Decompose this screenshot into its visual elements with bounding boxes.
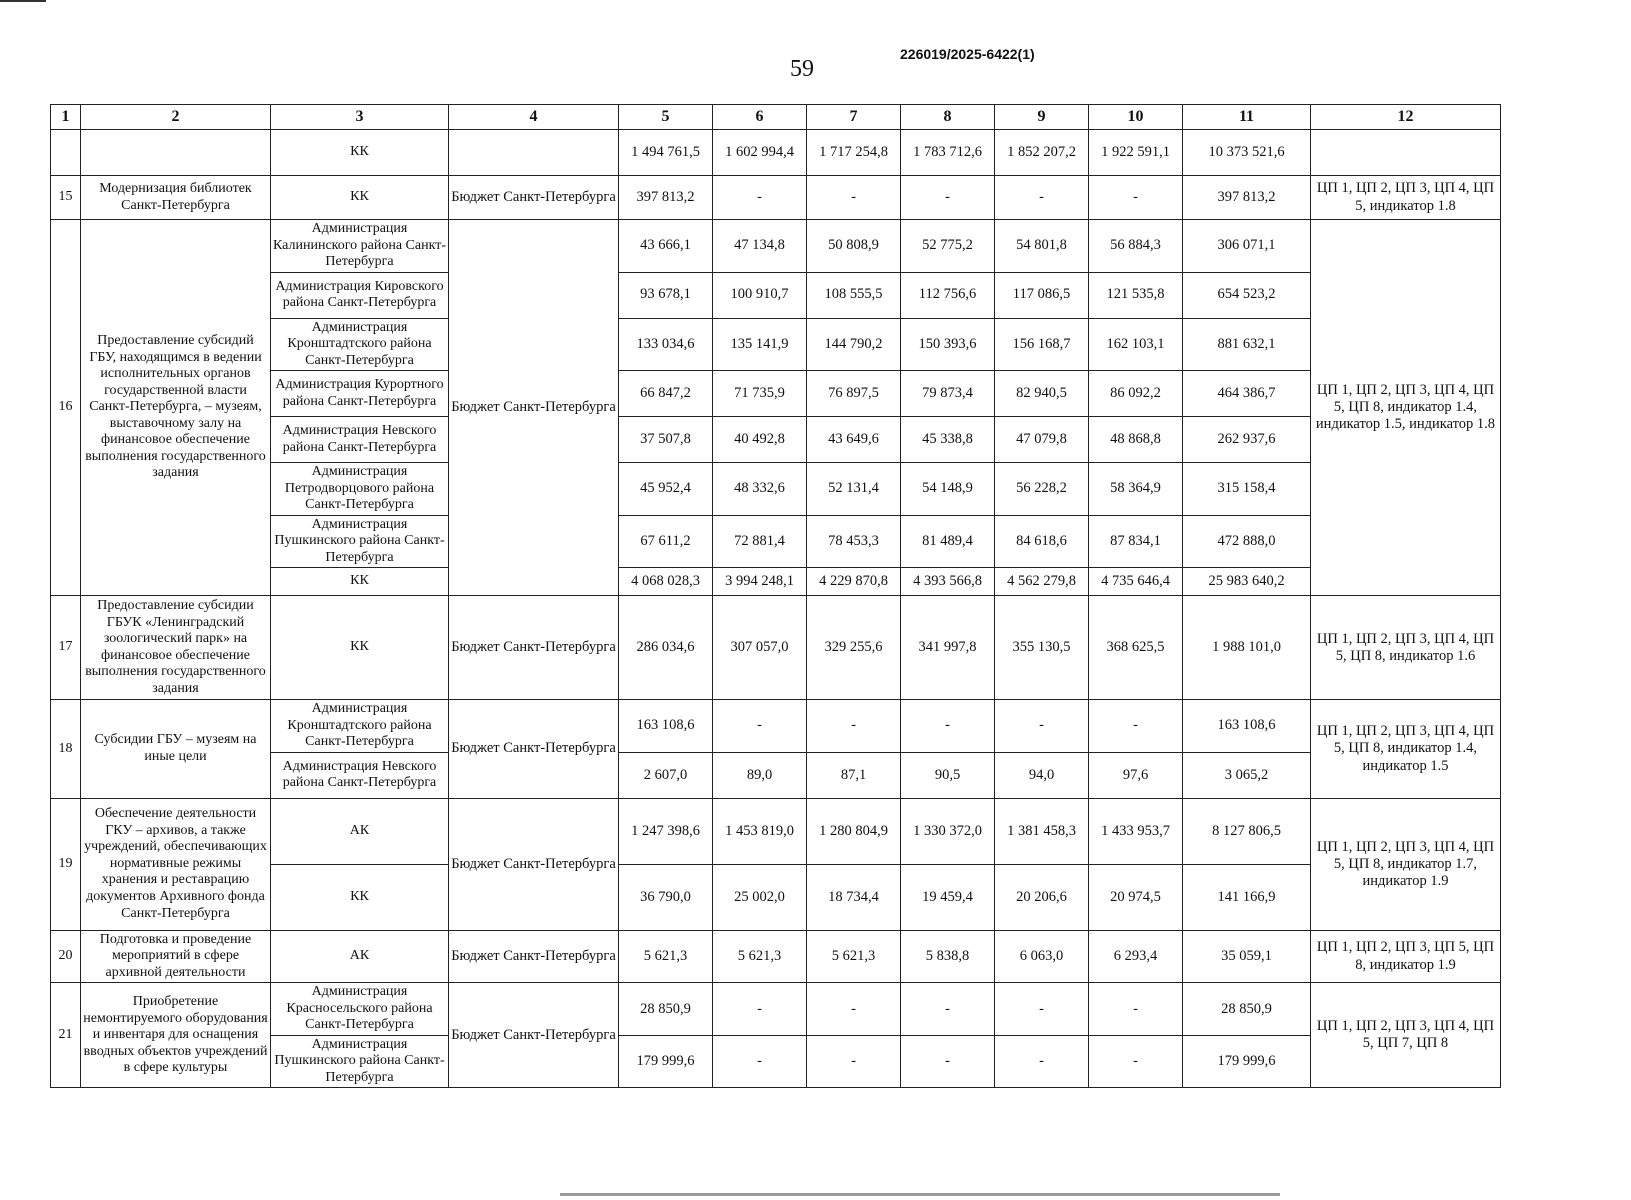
- value-cell: 28 850,9: [619, 983, 713, 1036]
- value-cell: 654 523,2: [1183, 272, 1311, 318]
- value-cell: 135 141,9: [713, 318, 807, 371]
- value-cell: 37 507,8: [619, 417, 713, 463]
- executor-cell: КК: [271, 568, 449, 596]
- value-cell: 141 166,9: [1183, 864, 1311, 930]
- table-row: [51, 700, 1501, 753]
- row-number: 20: [51, 930, 81, 983]
- executor-cell: Администрация Кронштадтского района Санкт-Петербурга: [271, 700, 449, 753]
- value-cell: -: [901, 700, 995, 753]
- value-cell: 6 063,0: [995, 930, 1089, 983]
- value-cell: 179 999,6: [619, 1035, 713, 1088]
- value-cell: -: [1089, 700, 1183, 753]
- table-cell: [449, 130, 619, 176]
- document-id: 226019/2025-6422(1): [900, 46, 1035, 62]
- executor-cell: Администрация Калининского района Санкт-Петербурга: [271, 220, 449, 273]
- column-header: 1: [51, 105, 81, 130]
- value-cell: 112 756,6: [901, 272, 995, 318]
- value-cell: 1 330 372,0: [901, 798, 995, 864]
- row-number: 17: [51, 596, 81, 700]
- value-cell: -: [1089, 176, 1183, 220]
- value-cell: -: [807, 176, 901, 220]
- row-number: 19: [51, 798, 81, 930]
- value-cell: 50 808,9: [807, 220, 901, 273]
- source-cell: Бюджет Санкт-Петербурга: [449, 700, 619, 799]
- value-cell: -: [713, 983, 807, 1036]
- indicators-cell: ЦП 1, ЦП 2, ЦП 3, ЦП 4, ЦП 5, ЦП 8, индикатор 1.4, индикатор 1.5: [1311, 700, 1501, 799]
- value-cell: -: [995, 983, 1089, 1036]
- indicators-cell: ЦП 1, ЦП 2, ЦП 3, ЦП 4, ЦП 5, ЦП 8, индикатор 1.6: [1311, 596, 1501, 700]
- measure-name: Предоставление субсидии ГБУК «Ленинградский зоологический парк» на финансовое обеспечение выполнения государственного задания: [81, 596, 271, 700]
- executor-cell: Администрация Невского района Санкт-Петербурга: [271, 752, 449, 798]
- executor-cell: КК: [271, 596, 449, 700]
- value-cell: 1 433 953,7: [1089, 798, 1183, 864]
- value-cell: -: [1089, 983, 1183, 1036]
- table-row: [51, 596, 1501, 700]
- value-cell: 1 381 458,3: [995, 798, 1089, 864]
- value-cell: 18 734,4: [807, 864, 901, 930]
- value-cell: 4 562 279,8: [995, 568, 1089, 596]
- value-cell: 163 108,6: [619, 700, 713, 753]
- column-header: 11: [1183, 105, 1311, 130]
- value-cell: 307 057,0: [713, 596, 807, 700]
- value-cell: 315 158,4: [1183, 463, 1311, 516]
- value-cell: 4 229 870,8: [807, 568, 901, 596]
- value-cell: 156 168,7: [995, 318, 1089, 371]
- value-cell: 20 206,6: [995, 864, 1089, 930]
- value-cell: 56 228,2: [995, 463, 1089, 516]
- source-cell: Бюджет Санкт-Петербурга: [449, 983, 619, 1088]
- value-cell: 1 922 591,1: [1089, 130, 1183, 176]
- value-cell: 2 607,0: [619, 752, 713, 798]
- value-cell: 36 790,0: [619, 864, 713, 930]
- value-cell: 4 735 646,4: [1089, 568, 1183, 596]
- value-cell: -: [807, 983, 901, 1036]
- value-cell: -: [901, 983, 995, 1036]
- value-cell: 56 884,3: [1089, 220, 1183, 273]
- value-cell: 79 873,4: [901, 371, 995, 417]
- value-cell: 4 393 566,8: [901, 568, 995, 596]
- value-cell: 4 068 028,3: [619, 568, 713, 596]
- row-number: 15: [51, 176, 81, 220]
- value-cell: 81 489,4: [901, 515, 995, 568]
- measure-name: Приобретение немонтируемого оборудования и инвентаря для оснащения вводных объектов учреждений в сфере культуры: [81, 983, 271, 1088]
- value-cell: 71 735,9: [713, 371, 807, 417]
- row-number: 18: [51, 700, 81, 799]
- executor-cell: КК: [271, 130, 449, 176]
- value-cell: -: [1089, 1035, 1183, 1088]
- value-cell: 108 555,5: [807, 272, 901, 318]
- page-number: 59: [790, 56, 814, 82]
- table-row: [51, 130, 1501, 176]
- value-cell: 43 649,6: [807, 417, 901, 463]
- value-cell: 464 386,7: [1183, 371, 1311, 417]
- column-header: 12: [1311, 105, 1501, 130]
- value-cell: 58 364,9: [1089, 463, 1183, 516]
- value-cell: 35 059,1: [1183, 930, 1311, 983]
- value-cell: 97,6: [1089, 752, 1183, 798]
- value-cell: 78 453,3: [807, 515, 901, 568]
- budget-table: [50, 104, 1501, 1088]
- value-cell: 1 280 804,9: [807, 798, 901, 864]
- value-cell: -: [901, 1035, 995, 1088]
- value-cell: -: [995, 176, 1089, 220]
- value-cell: 397 813,2: [1183, 176, 1311, 220]
- executor-cell: Администрация Петродворцового района Санкт-Петербурга: [271, 463, 449, 516]
- value-cell: 67 611,2: [619, 515, 713, 568]
- column-header: 4: [449, 105, 619, 130]
- executor-cell: Администрация Пушкинского района Санкт-Петербурга: [271, 1035, 449, 1088]
- executor-cell: Администрация Красносельского района Санкт-Петербурга: [271, 983, 449, 1036]
- indicators-cell: ЦП 1, ЦП 2, ЦП 3, ЦП 5, ЦП 8, индикатор 1.9: [1311, 930, 1501, 983]
- executor-cell: КК: [271, 176, 449, 220]
- value-cell: 52 775,2: [901, 220, 995, 273]
- column-header: 6: [713, 105, 807, 130]
- value-cell: 45 338,8: [901, 417, 995, 463]
- value-cell: 45 952,4: [619, 463, 713, 516]
- value-cell: 1 717 254,8: [807, 130, 901, 176]
- column-header: 10: [1089, 105, 1183, 130]
- indicators-cell: ЦП 1, ЦП 2, ЦП 3, ЦП 4, ЦП 5, ЦП 8, индикатор 1.4, индикатор 1.5, индикатор 1.8: [1311, 220, 1501, 596]
- value-cell: 262 937,6: [1183, 417, 1311, 463]
- value-cell: 355 130,5: [995, 596, 1089, 700]
- executor-cell: Администрация Кировского района Санкт-Петербурга: [271, 272, 449, 318]
- value-cell: 47 134,8: [713, 220, 807, 273]
- value-cell: 86 092,2: [1089, 371, 1183, 417]
- value-cell: 82 940,5: [995, 371, 1089, 417]
- indicators-cell: ЦП 1, ЦП 2, ЦП 3, ЦП 4, ЦП 5, ЦП 8, индикатор 1.7, индикатор 1.9: [1311, 798, 1501, 930]
- table-row: [51, 798, 1501, 864]
- value-cell: 48 868,8: [1089, 417, 1183, 463]
- table-cell: [51, 130, 81, 176]
- value-cell: 87 834,1: [1089, 515, 1183, 568]
- value-cell: 89,0: [713, 752, 807, 798]
- value-cell: 5 621,3: [713, 930, 807, 983]
- value-cell: 1 453 819,0: [713, 798, 807, 864]
- column-header: 5: [619, 105, 713, 130]
- value-cell: 1 602 994,4: [713, 130, 807, 176]
- value-cell: 133 034,6: [619, 318, 713, 371]
- value-cell: 179 999,6: [1183, 1035, 1311, 1088]
- value-cell: -: [807, 700, 901, 753]
- value-cell: 5 621,3: [619, 930, 713, 983]
- value-cell: -: [995, 700, 1089, 753]
- column-header: 7: [807, 105, 901, 130]
- source-cell: Бюджет Санкт-Петербурга: [449, 176, 619, 220]
- value-cell: 25 002,0: [713, 864, 807, 930]
- value-cell: 121 535,8: [1089, 272, 1183, 318]
- measure-name: Подготовка и проведение мероприятий в сфере архивной деятельности: [81, 930, 271, 983]
- column-header: 8: [901, 105, 995, 130]
- value-cell: 94,0: [995, 752, 1089, 798]
- table-row: [51, 176, 1501, 220]
- value-cell: 306 071,1: [1183, 220, 1311, 273]
- value-cell: 28 850,9: [1183, 983, 1311, 1036]
- table-header-row: [51, 105, 1501, 130]
- source-cell: Бюджет Санкт-Петербурга: [449, 596, 619, 700]
- indicators-cell: ЦП 1, ЦП 2, ЦП 3, ЦП 4, ЦП 5, ЦП 7, ЦП 8: [1311, 983, 1501, 1088]
- value-cell: 368 625,5: [1089, 596, 1183, 700]
- value-cell: 47 079,8: [995, 417, 1089, 463]
- value-cell: 5 838,8: [901, 930, 995, 983]
- executor-cell: КК: [271, 864, 449, 930]
- value-cell: 43 666,1: [619, 220, 713, 273]
- measure-name: Предоставление субсидий ГБУ, находящимся в ведении исполнительных органов государственной власти Санкт-Петербурга, – музеям, выставочному залу на финансовое обеспечение выполнения государственного задания: [81, 220, 271, 596]
- value-cell: -: [995, 1035, 1089, 1088]
- value-cell: 40 492,8: [713, 417, 807, 463]
- executor-cell: АК: [271, 930, 449, 983]
- column-header: 3: [271, 105, 449, 130]
- value-cell: 162 103,1: [1089, 318, 1183, 371]
- measure-name: Субсидии ГБУ – музеям на иные цели: [81, 700, 271, 799]
- value-cell: -: [713, 176, 807, 220]
- indicators-cell: ЦП 1, ЦП 2, ЦП 3, ЦП 4, ЦП 5, индикатор 1.8: [1311, 176, 1501, 220]
- value-cell: 329 255,6: [807, 596, 901, 700]
- table-cell: [81, 130, 271, 176]
- value-cell: 1 852 207,2: [995, 130, 1089, 176]
- value-cell: 76 897,5: [807, 371, 901, 417]
- value-cell: 1 783 712,6: [901, 130, 995, 176]
- row-number: 16: [51, 220, 81, 596]
- value-cell: 286 034,6: [619, 596, 713, 700]
- value-cell: 87,1: [807, 752, 901, 798]
- source-cell: Бюджет Санкт-Петербурга: [449, 930, 619, 983]
- value-cell: 881 632,1: [1183, 318, 1311, 371]
- value-cell: 397 813,2: [619, 176, 713, 220]
- value-cell: 84 618,6: [995, 515, 1089, 568]
- value-cell: 1 247 398,6: [619, 798, 713, 864]
- value-cell: 19 459,4: [901, 864, 995, 930]
- value-cell: 5 621,3: [807, 930, 901, 983]
- table-cell: [1311, 130, 1501, 176]
- source-cell: Бюджет Санкт-Петербурга: [449, 798, 619, 930]
- corner-scan-mark: [0, 0, 46, 2]
- value-cell: 472 888,0: [1183, 515, 1311, 568]
- table-row: [51, 983, 1501, 1036]
- value-cell: 93 678,1: [619, 272, 713, 318]
- source-cell: Бюджет Санкт-Петербурга: [449, 220, 619, 596]
- executor-cell: Администрация Невского района Санкт-Петербурга: [271, 417, 449, 463]
- value-cell: 8 127 806,5: [1183, 798, 1311, 864]
- value-cell: 54 148,9: [901, 463, 995, 516]
- measure-name: Модернизация библиотек Санкт-Петербурга: [81, 176, 271, 220]
- executor-cell: Администрация Кронштадтского района Санкт-Петербурга: [271, 318, 449, 371]
- value-cell: -: [713, 700, 807, 753]
- column-header: 2: [81, 105, 271, 130]
- value-cell: 3 065,2: [1183, 752, 1311, 798]
- measure-name: Обеспечение деятельности ГКУ – архивов, а также учреждений, обеспечивающих нормативные режимы хранения и реставрацию документов Архивного фонда Санкт-Петербурга: [81, 798, 271, 930]
- row-number: 21: [51, 983, 81, 1088]
- value-cell: -: [807, 1035, 901, 1088]
- value-cell: 150 393,6: [901, 318, 995, 371]
- column-header: 9: [995, 105, 1089, 130]
- value-cell: -: [713, 1035, 807, 1088]
- value-cell: 72 881,4: [713, 515, 807, 568]
- value-cell: 163 108,6: [1183, 700, 1311, 753]
- value-cell: -: [901, 176, 995, 220]
- value-cell: 10 373 521,6: [1183, 130, 1311, 176]
- executor-cell: Администрация Пушкинского района Санкт-Петербурга: [271, 515, 449, 568]
- bottom-scan-artifact: [560, 1193, 1280, 1199]
- value-cell: 66 847,2: [619, 371, 713, 417]
- value-cell: 52 131,4: [807, 463, 901, 516]
- value-cell: 117 086,5: [995, 272, 1089, 318]
- value-cell: 20 974,5: [1089, 864, 1183, 930]
- value-cell: 1 494 761,5: [619, 130, 713, 176]
- value-cell: 25 983 640,2: [1183, 568, 1311, 596]
- value-cell: 90,5: [901, 752, 995, 798]
- value-cell: 341 997,8: [901, 596, 995, 700]
- value-cell: 1 988 101,0: [1183, 596, 1311, 700]
- value-cell: 3 994 248,1: [713, 568, 807, 596]
- executor-cell: Администрация Курортного района Санкт-Петербурга: [271, 371, 449, 417]
- table-row: [51, 930, 1501, 983]
- value-cell: 6 293,4: [1089, 930, 1183, 983]
- executor-cell: АК: [271, 798, 449, 864]
- value-cell: 100 910,7: [713, 272, 807, 318]
- value-cell: 54 801,8: [995, 220, 1089, 273]
- value-cell: 144 790,2: [807, 318, 901, 371]
- table-row: [51, 220, 1501, 273]
- value-cell: 48 332,6: [713, 463, 807, 516]
